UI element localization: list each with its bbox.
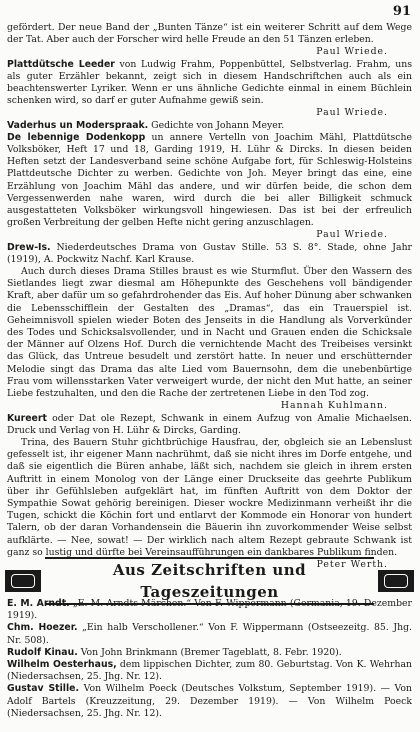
page-number: 91 (392, 4, 411, 19)
periodicals-column (7, 598, 412, 720)
reviewer-signature: Peter Werth. (316, 558, 388, 570)
entry-title: Rudolf Kinau. (7, 646, 78, 658)
reviewer-signature: Hannah Kuhlmann. (280, 400, 388, 412)
review-entry (7, 647, 412, 659)
review-entry (7, 59, 412, 108)
entry-text: Von John Brinkmann (Bremer Tageblatt, 8. Febr. 1920). (77, 646, 342, 658)
entry-title: Vaderhus un Moderspraak. (7, 119, 149, 131)
entry-text: un annere Vertelln von Joachim Mähl, Plattdütsche Volksböker, Heft 17 und 18, Garding 1919, H. Lühr & Dircks. In diesen beiden Heften setzt der Landesverband seine schöne Aufgabe fort, für Schleswig-Holsteins Plattdeutsche Dichter zu werben. Gedichte von Joh. Meyer bringt das eine, eine Erzählung von Joachim Mähl das andere, und wir dürfen beide, die schon dem Vergessenwerden nahe waren, wird durch die bei aller Billigkeit schmuck ausgestatteten Volksböker wirkungsvoll hingewiesen. Das ist bei der erfreulich großen Verbreitung der gelben Hefte nicht gering anzuschlagen. (7, 131, 412, 229)
review-entry (7, 598, 412, 622)
ornament-right-icon (378, 570, 414, 592)
entry-title: Plattdütsche Leeder (7, 58, 115, 70)
entry-title: Wilhelm Oesterhaus, (7, 659, 117, 671)
reviews-column (7, 22, 412, 571)
entry-title: E. M. Arndt. (7, 598, 70, 609)
reviewer-signature: Paul Wriede. (316, 107, 388, 119)
entry-title: Kureert (7, 412, 47, 424)
review-entry (7, 132, 412, 230)
ornament-left-icon (5, 570, 41, 592)
review-paragraph: gefördert. Der neue Band der „Bunten Tänze“ ist ein weiterer Schritt auf dem Wege der Tat. Aber auch der Forscher wird helle Freude an den 51 Tänzen erleben. (7, 22, 412, 46)
review-entry (7, 242, 412, 266)
review-entry (7, 683, 412, 720)
entry-title: De lebennige Dodenkopp (7, 131, 146, 143)
entry-text: oder Dat ole Rezept, Schwank in einem Aufzug von Amalie Michaelsen. Druck und Verlag von H. Lühr & Dircks, Garding. (7, 412, 412, 436)
entry-text: Von Wilhelm Poeck (Deutsches Volkstum, September 1919). — Von Adolf Bartels (Kreuzzeitung, 29. Dezember 1919). — Von Wilhelm Poeck (Niedersachsen, 25. Jhg. Nr. 12). (7, 683, 413, 719)
reviewer-signature: Paul Wriede. (316, 46, 388, 58)
review-paragraph: Trina, des Bauern Stuhr gichtbrüchige Hausfrau, der, obgleich sie an Lebenslust gefesselt ist, ihr eigener Mann nachrühmt, daß sie nicht ihres im Dorfe entgehe, und daß sie eigentlich die Büren anhabe, läßt sich, nachdem sie gleich in ihrem ersten Auftritt in einem Monolog von der Länge einer Druckseite das geehrte Publikum über ihr Gefühlsleben aufgeklärt hat, im fünften Auftritt von dem Doktor der Sympathie Sowat gehörig bereinigen. Dieser wockre Medizinmann verheißt ihr die Tugen, schickt die Köchin fort und entlarvt der Kommode ein Honorar von hundert Talern, ob der daran Vorhandensein die Bäuerin ihn zuvorkommender Weise selbst aufklärte. — Nee, sowat! — Der wirklich nach altem Rezept gebraute Schwank ist ganz so lustig und dürfte bei Vereinsaufführungen ein dankbares Publikum finden. (7, 436, 412, 558)
review-entry (7, 622, 412, 646)
review-entry (7, 413, 412, 437)
entry-title: Gustav Stille. (7, 683, 79, 695)
review-entry (7, 659, 412, 683)
entry-text: von Ludwig Frahm, Poppenbüttel, Selbstverlag. Frahm, uns als guter Erzähler bekannt, zeigt sich in diesem Handschriftchen auch als ein beachtenswerter Lyriker. Wenn er uns ähnliche Gedichte einmal in einem Büchlein schenken wird, so darf er guter Aufnahme gewiß sein. (7, 58, 412, 107)
entry-title: Drew-Is. (7, 241, 51, 253)
section-heading: Aus Zeitschriften und Tageszeitungen (45, 557, 374, 605)
entry-title: Chm. Hoezer. (7, 622, 78, 634)
entry-text: „E. M. Arndts Märchen.“ Von F. Wippermann (Germania, 19. Dezember 1919). (7, 598, 412, 622)
entry-text: „Ein halb Verschollener.“ Von F. Wippermann (Ostseezeitg. 85. Jhg. Nr. 508). (7, 622, 412, 646)
reviewer-signature: Paul Wriede. (316, 229, 388, 241)
review-paragraph: Auch durch dieses Drama Stilles braust es wie Sturmflut. Über den Wassern des Sietlandes liegt zwar diesmal am Höhepunkte des Geschehens voll bändigender Kraft, aber dafür um so gefahrdrohender das Eis. Auf hoher Dünung aber schwanken die Lebensschifflein der Gestalten des „Dramas“, das ein Trauerspiel ist. Geheimnisvoll spielen wieder Boten des Jenseits in die Handlung als Vorverkünder des Todes und Schicksalsvollender, und in Nacht und Grauen enden die Schicksale der Männer auf Olzens Hof. Durch die vernichtende Macht des Treibeises versinkt das Glück, das Untreue besudelt und zerstört hatte. In neuer und erschütternder Melodie singt das Drama das alte Lied vom Bauernsohn, dem die unebenbürtige Frau vom willensstarken Vater verweigert wurde, der nicht den Mut hatte, an seiner Liebe festzuhalten, und den die Rache der zertretenen Liebe in den Tod zog. (7, 266, 412, 400)
entry-text: Gedichte von Johann Meyer. (148, 119, 285, 131)
entry-text: dem lippischen Dichter, zum 80. Geburtstag. Von K. Wehrhan (Niedersachsen, 25. Jhg. Nr. 12). (7, 659, 412, 683)
review-entry (7, 120, 412, 132)
entry-text: Niederdeutsches Drama von Gustav Stille. 53 S. 8°. Stade, ohne Jahr (1919), A. Pockwitz Nachf. Karl Krause. (7, 241, 412, 265)
